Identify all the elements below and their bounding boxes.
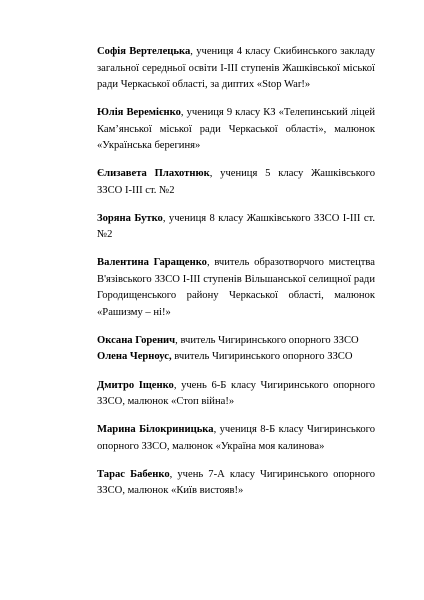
entry-name: Юлія Веремієнко bbox=[97, 107, 181, 119]
entry-ishchenko bbox=[97, 378, 375, 411]
document-page bbox=[97, 44, 375, 511]
entry-babenko bbox=[97, 467, 375, 500]
entry-text: , вчитель образотворчого мистецтва В'язівського ЗЗСО І-ІІІ ступенів Вільшанської селищної ради Городищенського району Черкаської області, малюнок «Рашизму – ні!» bbox=[97, 257, 375, 318]
entry-garashchenko bbox=[97, 255, 375, 321]
entry-name: Софія Вертелецька bbox=[97, 46, 191, 57]
entry-text: , учениця 4 класу Скибинського закладу загальної середньої освіти І-ІІІ ступенів Жашківської міської ради Черкаської області, за диптих «Stop War!» bbox=[97, 46, 375, 90]
entry-text: , учень 6-Б класу Чигиринського опорного ЗЗСО, малюнок «Стоп війна!» bbox=[97, 379, 375, 408]
entry-gorenych bbox=[97, 333, 375, 350]
entry-text: , учениця 9 класу КЗ «Телепинський ліцей Кам’янської міської ради Черкаської області», малюнок «Українська берегиня» bbox=[97, 107, 375, 152]
entry-chernous bbox=[97, 349, 375, 366]
entry-text: , учениця 8 класу Жашківського ЗЗСО І-ІІІ ст. №2 bbox=[97, 212, 376, 241]
entry-text: , вчитель Чигиринського опорного ЗЗСО bbox=[175, 334, 359, 346]
entry-name: Марина Білокриницька bbox=[97, 424, 214, 436]
entry-butko bbox=[97, 211, 375, 244]
entry-name: Олена Черноус, bbox=[97, 351, 172, 363]
entry-veremiienko bbox=[97, 105, 375, 155]
entry-name: Тарас Бабенко bbox=[97, 468, 170, 480]
entry-text: , учениця 5 класу Жашківського ЗЗСО І-ІІІ ст. №2 bbox=[97, 168, 375, 196]
entry-name: Єлизавета Плахотнюк bbox=[97, 168, 210, 180]
entry-name: Дмитро Іщенко bbox=[97, 379, 174, 391]
entry-plakhotniuk bbox=[97, 166, 375, 199]
entry-text: , учень 7-А класу Чигиринського опорного ЗЗСО, малюнок «Київ вистояв!» bbox=[97, 468, 375, 497]
entry-bilokrynytska bbox=[97, 422, 375, 455]
entry-text: , учениця 8-Б класу Чигиринського опорного ЗЗСО, малюнок «Україна моя калинова» bbox=[97, 424, 376, 452]
entry-vertaletska bbox=[97, 44, 375, 94]
entry-name: Зоряна Бутко bbox=[97, 212, 163, 224]
entry-text: вчитель Чигиринського опорного ЗЗСО bbox=[171, 351, 353, 363]
entry-name: Оксана Горенич bbox=[97, 334, 176, 346]
entry-name: Валентина Гаращенко bbox=[97, 257, 207, 269]
